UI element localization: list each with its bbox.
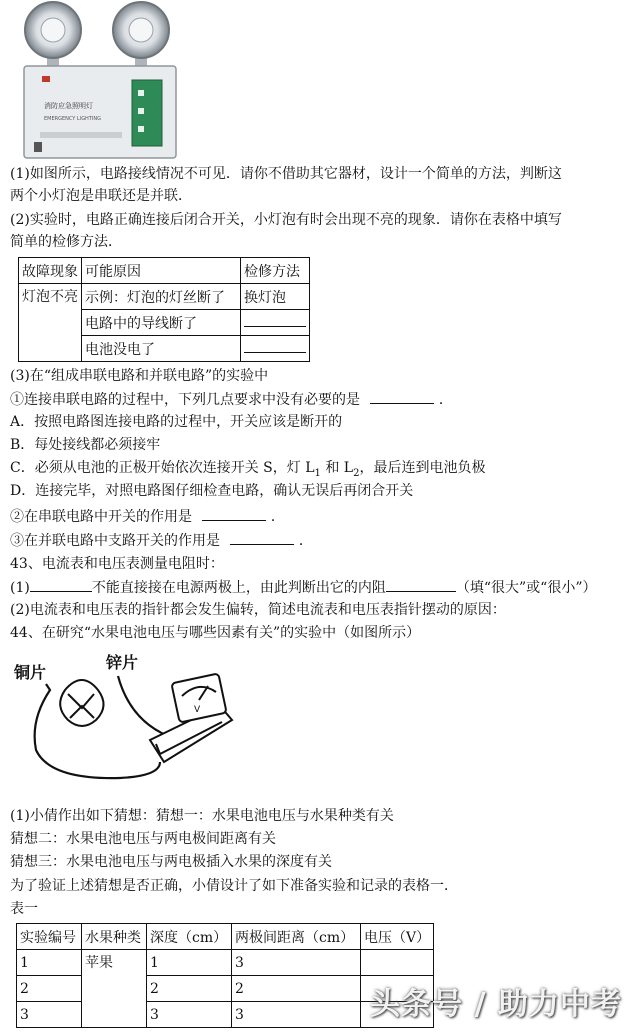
table-row <box>19 258 310 284</box>
option-d: D．连接完毕，对照电路图仔细检查电路，确认无误后再闭合开关 <box>10 483 414 499</box>
s3-item1-text: ①连接串联电路的过程中，下列几点要求中没有必要的是 <box>10 392 360 408</box>
fault-table <box>18 257 310 362</box>
lamp-label-2: EMERGENCY LIGHTING <box>44 116 101 122</box>
guess-2: 猜想二：水果电池电压与两电极间距离有关 <box>10 831 276 847</box>
option-c <box>10 458 485 484</box>
s3-item2: ②在串联电路中开关的作用是 ． <box>10 506 285 527</box>
cause-cell: 电路中的导线断了 <box>82 310 241 336</box>
q43-title: 43、电流表和电压表测量电阻时： <box>10 556 224 572</box>
header-cell: 检修方法 <box>241 258 310 284</box>
cause-cell: 电池没电了 <box>82 336 241 362</box>
q2-text-cont: 简单的检修方法． <box>10 234 122 250</box>
option-b: B．每处接线都必须接牢 <box>10 437 161 453</box>
header-cell: 可能原因 <box>82 258 241 284</box>
emergency-lamp-figure <box>14 0 184 160</box>
header-cell: 两极间距离（cm） <box>232 924 361 950</box>
dist-cell: 2 <box>232 976 361 1002</box>
s3-item2-text: ②在串联电路中开关的作用是 <box>10 509 192 525</box>
depth-cell: 2 <box>147 976 232 1002</box>
table-row <box>17 924 434 950</box>
s3-item3: ③在并联电路中支路开关的作用是 ． <box>10 530 313 551</box>
header-cell: 深度（cm） <box>147 924 232 950</box>
header-cell: 水果种类 <box>82 924 147 950</box>
lamp-body <box>24 66 176 158</box>
id-cell: 1 <box>17 950 82 976</box>
option-c-text: ，最后连到电池负极 <box>359 460 486 476</box>
q2-text: (2)实验时，电路正确连接后闭合开关，小灯泡有时会出现不亮的现象．请你在表格中填写 <box>10 212 562 228</box>
fruit-battery-figure <box>10 650 240 790</box>
cause-cell: 示例：灯泡的灯丝断了 <box>82 284 241 310</box>
label-copper: 铜片 <box>14 663 47 682</box>
q44-title: 44、在研究“水果电池电压与哪些因素有关”的实验中（如图所示） <box>10 625 421 641</box>
lamp-head-right <box>113 2 169 68</box>
answer-blank[interactable] <box>370 389 434 404</box>
header-cell: 故障现象 <box>19 258 82 284</box>
answer-blank[interactable] <box>230 530 294 545</box>
option-c-text: C．必须从电池的正极开始依次连接开关 S，灯 L <box>10 460 315 476</box>
phenomenon-cell: 灯泡不亮 <box>19 284 82 362</box>
design-text: 为了验证上述猜想是否正确，小倩设计了如下准备实验和记录的表格一． <box>10 878 458 894</box>
table-label: 表一 <box>10 901 38 917</box>
voltage-cell[interactable] <box>361 950 434 976</box>
wire <box>35 676 168 778</box>
fix-cell: 换灯泡 <box>241 284 310 310</box>
dist-cell: 3 <box>232 950 361 976</box>
fix-answer-blank[interactable] <box>241 336 310 362</box>
option-c-text: 和 L <box>320 460 354 476</box>
subscript: 1 <box>314 467 321 479</box>
guess-1: (1)小倩作出如下猜想：猜想一：水果电池电压与水果种类有关 <box>10 808 394 824</box>
watermark: 头条号 / 助力中考 <box>370 987 622 1022</box>
s3-item1: ①连接串联电路的过程中，下列几点要求中没有必要的是 ． <box>10 389 453 410</box>
table-row <box>17 950 434 976</box>
q43-part2: (2)电流表和电压表的指针都会发生偏转，简述电流表和电压表指针摆动的原因： <box>10 602 506 618</box>
guess-3: 猜想三：水果电池电压与两电极插入水果的深度有关 <box>10 854 332 870</box>
subscript: 2 <box>353 467 360 479</box>
header-cell: 电压（V） <box>361 924 434 950</box>
q1-text-cont: 两个小灯泡是串联还是并联． <box>10 188 192 204</box>
voltmeter-v-label: V <box>194 705 201 715</box>
dist-cell: 3 <box>232 1002 361 1028</box>
fruit-icon <box>60 680 103 726</box>
q43-p1-hint: （填“很大”或“很小”） <box>455 580 597 596</box>
lamp-head-left <box>25 2 81 68</box>
fruit-cell: 苹果 <box>82 950 147 1028</box>
answer-blank[interactable] <box>386 577 456 592</box>
q43-p1-num: (1) <box>10 580 30 596</box>
label-zinc: 锌片 <box>106 653 139 672</box>
lamp-label-1: 消防应急照明灯 <box>44 102 93 110</box>
q43-part1 <box>10 577 596 598</box>
voltmeter-icon <box>150 673 232 762</box>
id-cell: 3 <box>17 1002 82 1028</box>
q1-text: (1)如图所示，电路接线情况不可见．请你不借助其它器材，设计一个简单的方法，判断这 <box>10 166 562 182</box>
option-a: A．按照电路图连接电路的过程中，开关应该是断开的 <box>10 414 343 430</box>
q43-p1-text: 不能直接接在电源两极上，由此判断出它的内阻 <box>91 580 386 596</box>
answer-blank[interactable] <box>30 577 92 592</box>
answer-blank[interactable] <box>202 506 266 521</box>
depth-cell: 3 <box>147 1002 232 1028</box>
s3-title: (3)在“组成串联电路和并联电路”的实验中 <box>10 368 269 384</box>
id-cell: 2 <box>17 976 82 1002</box>
s3-item3-text: ③在并联电路中支路开关的作用是 <box>10 533 220 549</box>
header-cell: 实验编号 <box>17 924 82 950</box>
depth-cell: 1 <box>147 950 232 976</box>
table-row <box>19 284 310 310</box>
fix-answer-blank[interactable] <box>241 310 310 336</box>
